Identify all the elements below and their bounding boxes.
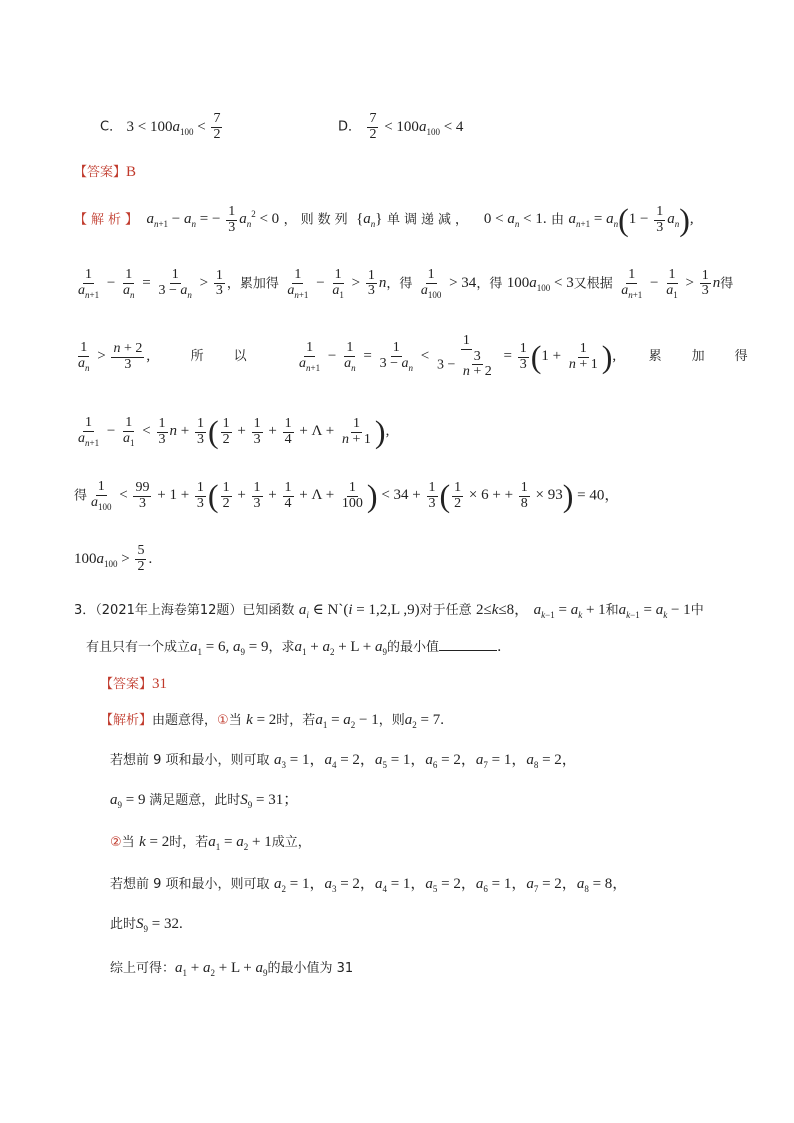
q2-recurrence-2: $a_{n+1} = a_n(1$ − $\frac{1}{3}$ $a_n$), — [568, 202, 694, 238]
q3-conclusion-b: 的最小值为 31 — [267, 961, 354, 976]
q3-stem-line2-b: ，求 — [268, 640, 295, 655]
q3-s9-32: $S_9 = 32$. — [136, 916, 183, 934]
q2-monotone-text-2: 单调递减， — [386, 212, 472, 228]
q3-number: 3． — [74, 603, 96, 618]
q3-source: （2021年上海卷第12题） — [95, 603, 243, 618]
q3-sum: $a_1 + a_2 + L + a_9$ — [294, 639, 387, 657]
option-c-rel: < — [197, 118, 206, 135]
q2-diff-3: $\frac{1}{a_{n+1}}$ − $\frac{1}{a_1}$ > $\frac{1}{3}$ n — [621, 267, 721, 300]
option-d-frac — [367, 112, 378, 142]
q2-answer — [74, 162, 136, 183]
q2-answer-value: B — [126, 164, 137, 180]
option-c-frac-den: 2 — [213, 126, 221, 142]
q3-k2: k = 2 — [246, 712, 277, 728]
q2-recurrence: $a_{n+1} - a_n$ = − $\frac{1}{3}$ $a_n^2 < 0$ — [146, 203, 280, 235]
q2-analysis-line-4 — [74, 416, 389, 448]
q3-conclusion-sum: $a_1 + a_2 + L + a_9$ — [175, 960, 268, 978]
q3-analysis-line-3 — [110, 790, 298, 815]
q2-lower: $\frac{1}{a_n}$ > $\frac{n + 2}{3}$ , — [78, 340, 151, 373]
q3-answer-label: 【答案】 — [100, 677, 153, 692]
q2-analysis-line-1 — [74, 204, 694, 236]
q3-k2-b: k = 2 — [139, 834, 170, 850]
option-c — [100, 112, 224, 142]
q2-answer-label: 【答案】 — [74, 165, 127, 180]
q2-final-coef: 100 — [74, 550, 97, 567]
q2-diff-4: $\frac{1}{a_{n+1}}$ − $\frac{1}{a_n}$ = $\frac{1}{3 - a_n}$ < 1 3 − $\frac{3}{n + 2}$ = $\frac{1}{3}$ (1 + $\frac{1}{n + 1}$ ), — [299, 333, 617, 380]
option-c-frac-num: 7 — [213, 111, 221, 126]
q2-analysis-line-3 — [74, 334, 778, 380]
q3-domain: $a_i$ ∈ N`(i = 1,2,L ,9) — [298, 602, 420, 620]
q2-leijiade: 累加得 — [648, 349, 778, 365]
option-c-var: a — [172, 118, 180, 135]
q2-ineq-3: $100a_{100} < 3$ — [506, 275, 574, 294]
q3-stem-line-2: 有且只有一个成立$a_1 = 6$, $a_9 = 9$，求$a_1 + a_2 + L + a_9$的最小值 . — [86, 636, 501, 662]
q3-line-then: 此时 — [110, 917, 137, 932]
q3-a9: $a_9 = 9$ — [110, 792, 150, 810]
option-c-lhs: 3 < 100 — [126, 118, 173, 135]
q2-suoyi: 所以 — [190, 349, 277, 365]
q3-answer-blank — [439, 636, 497, 651]
q3-case1-text: 当 — [228, 713, 242, 728]
q2-sum-ineq: $\frac{1}{a_{n+1}}$ − $\frac{1}{a_1}$ < $\frac{1}{3}$ n + $\frac{1}{3}$ ( $\frac{1}{2}$ + $\frac{1}{3}$ + $\frac{1}{4}$ + Λ + $\frac{1}{n + 1}$ ), — [78, 414, 390, 450]
q3-given: $a_1 = 6$, $a_9 = 9$ — [190, 639, 269, 657]
q2-diff-2: $\frac{1}{a_{n+1}}$ − $\frac{1}{a_1}$ > $\frac{1}{3}$ n — [287, 267, 387, 300]
q3-case1-text3: ，则 — [378, 713, 405, 728]
q2-analysis-line-5 — [74, 480, 619, 512]
q2-bound: $0 < a_n < 1$. — [476, 211, 547, 230]
q3-stem-line-1 — [74, 600, 704, 625]
q3-stem-line2-c: 的最小值 — [386, 640, 439, 655]
q3-vals-1: $a_3 = 1$，$a_4 = 2$，$a_5 = 1$，$a_6 = 2$，$a_7 = 1$，$a_8 = 2$， — [274, 752, 577, 770]
q3-line-ok: 满足题意，此时 — [149, 793, 241, 808]
q3-case2-marker: ② — [110, 835, 122, 850]
q2-de2: ，得 — [476, 276, 503, 292]
q3-conclusion — [110, 958, 353, 983]
q3-answer-value: 31 — [152, 676, 168, 692]
q2-bound-40: $\frac{1}{a_{100}}$ < $\frac{99}{3}$ + 1 + $\frac{1}{3}$ ( $\frac{1}{2}$ + $\frac{1}{3}$ + $\frac{1}{4}$ + Λ + $\frac{1}{100}$ ) < 34 + $\frac{1}{3}$ ( $\frac{1}{2}$ × 6 + + $\frac{1}{8}$ × 93) — [91, 478, 574, 514]
q2-ineq-34: $\frac{1}{a_{100}}$ > 34 — [420, 267, 477, 300]
q3-case1-text2: 时，若 — [276, 713, 316, 728]
q3-line-try1: 若想前 9 项和最小，则可取 — [110, 753, 270, 768]
option-d-label: D． — [338, 119, 362, 135]
q3-case2-text: 当 — [121, 835, 135, 850]
q2-de: ，得 — [386, 276, 413, 292]
q2-leijia: ，累加得 — [226, 276, 279, 292]
q2-de3: 得 — [720, 276, 734, 292]
q3-cond-2: $a_{k-1} = a_k - 1$ — [618, 602, 691, 620]
q3-analysis-line-6 — [110, 914, 183, 939]
q3-vals-2: $a_2 = 1$，$a_3 = 2$，$a_4 = 1$，$a_5 = 2$，$a_6 = 1$，$a_7 = 2$，$a_8 = 8$， — [274, 876, 628, 894]
q3-case2-text3: 成立， — [271, 835, 311, 850]
q3-range: 2≤k≤8， — [476, 602, 530, 618]
q2-final-den: 2 — [137, 558, 145, 574]
q3-analysis-line-1 — [100, 710, 444, 735]
option-d — [338, 112, 463, 142]
q3-s9-31: $S_9 = 31$； — [240, 792, 299, 810]
q2-genju: 又根据 — [573, 276, 613, 292]
option-d-expr — [365, 111, 464, 142]
q3-stem-3: 和 — [605, 603, 619, 618]
q3-analysis-line-5 — [110, 874, 627, 899]
q3-answer — [100, 674, 167, 695]
q3-case1-cond: $a_1 = a_2 - 1$ — [315, 712, 379, 730]
q2-analysis-line-2 — [74, 268, 733, 300]
q3-case1-res: $a_2 = 7$. — [404, 712, 444, 730]
option-d-frac-den: 2 — [369, 126, 377, 142]
q2-final: $100a_{100}$ > $\frac{5}{2}$ . — [74, 543, 153, 574]
q3-analysis-line-4 — [110, 832, 311, 857]
option-c-frac — [211, 112, 222, 142]
q2-monotone-text: ，则数列 — [283, 212, 352, 228]
q2-analysis-line-6 — [74, 544, 152, 574]
q3-stem-4: 中 — [690, 603, 704, 618]
q2-result-40: = 40， — [577, 487, 620, 504]
q3-stem-2: 对于任意 — [419, 603, 472, 618]
option-d-sub: 100 — [426, 126, 440, 137]
q3-stem-line2-a: 有且只有一个成立 — [86, 640, 191, 655]
option-d-rel1: < 100 — [384, 118, 419, 135]
option-c-expr — [126, 111, 225, 142]
q2-you: 由 — [551, 212, 565, 228]
q3-analysis-label: 【解析】 — [100, 713, 153, 728]
q2-final-num: 5 — [137, 543, 145, 558]
option-d-var: a — [418, 118, 427, 135]
q3-case2-cond: $a_1 = a_2 + 1$ — [208, 834, 272, 852]
q3-analysis-1: 由题意得， — [152, 713, 218, 728]
option-c-sub: 100 — [180, 126, 194, 137]
q3-line-try2: 若想前 9 项和最小，则可取 — [110, 877, 270, 892]
q3-stem-1: 已知函数 — [242, 603, 295, 618]
q3-conclusion-a: 综上可得： — [110, 961, 176, 976]
q3-cond-1: $a_{k-1} = a_k + 1$ — [533, 602, 606, 620]
q2-analysis-label: 【解析】 — [74, 212, 143, 228]
q3-case1-marker: ① — [217, 713, 229, 728]
q2-diff-1: $\frac{1}{a_{n+1}}$ − $\frac{1}{a_n}$ = $\frac{1}{3 - a_n}$ > $\frac{1}{3}$ — [78, 267, 223, 300]
option-d-frac-num: 7 — [369, 111, 377, 126]
option-d-rhs: < 4 — [443, 118, 464, 135]
q2-seq: $\{a_n\}$ — [356, 211, 383, 230]
option-c-label: C． — [100, 119, 123, 135]
q2-de-line5: 得 — [74, 488, 88, 504]
q3-analysis-line-2 — [110, 750, 577, 775]
q3-case2-text2: 时，若 — [169, 835, 209, 850]
